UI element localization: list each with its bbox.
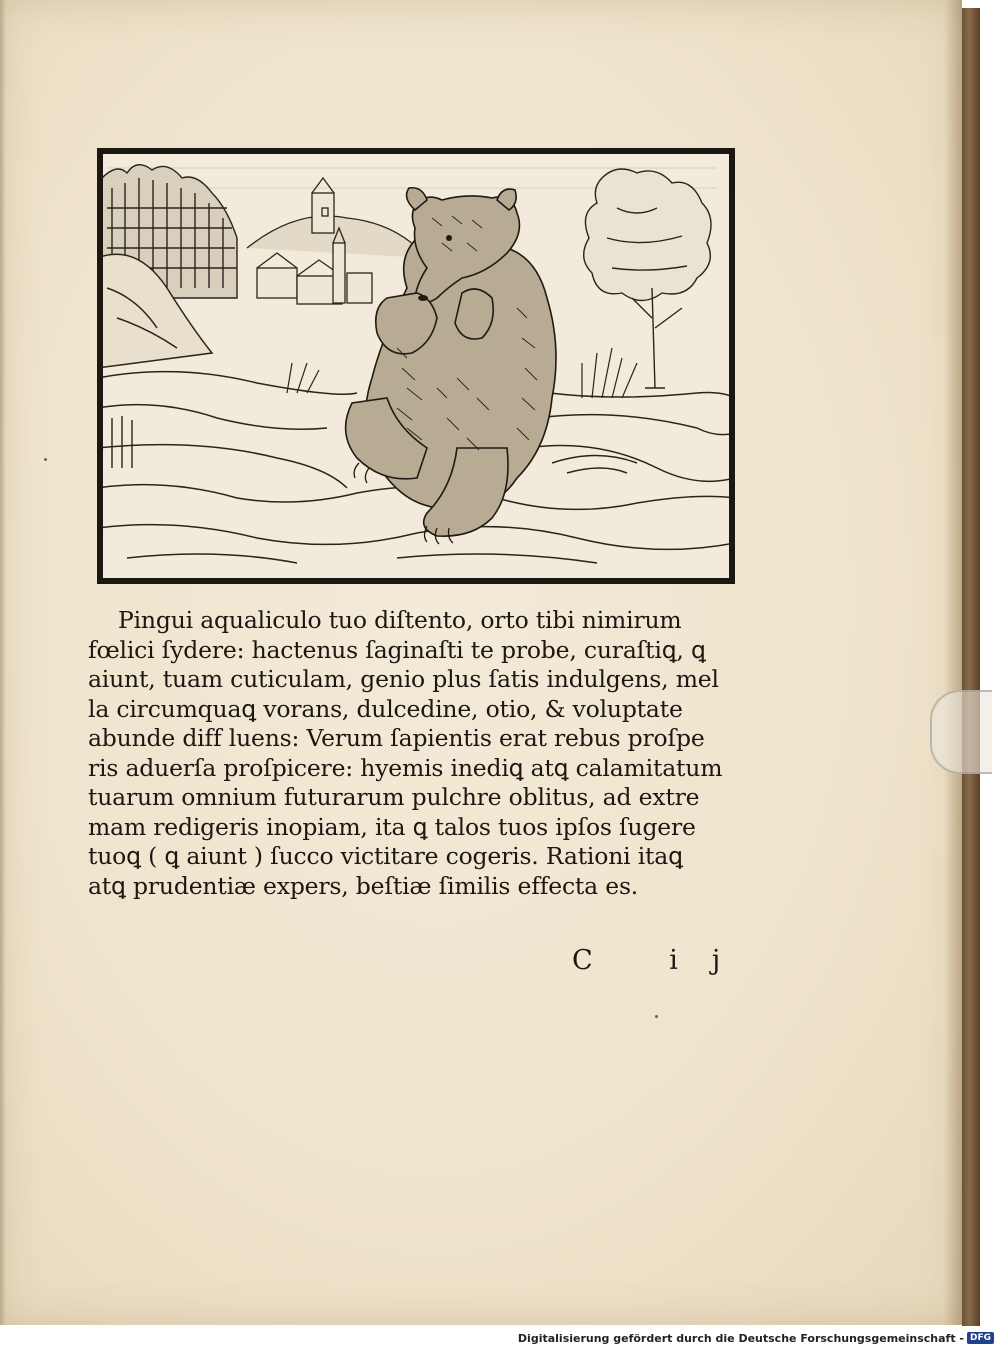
text-line: ris aduerſa proſpicere: hyemis inediꝗ atꝗ calamitatum	[88, 753, 723, 782]
binding-shadow	[944, 0, 962, 1325]
page-left-edge	[0, 0, 6, 1325]
text-line: fœlici ſydere: hactenus ſaginaſti te probe, curaſtiꝗ, ꝗ	[88, 635, 706, 664]
page-fold-mark	[930, 690, 992, 774]
book-binding	[962, 8, 980, 1326]
text-line: aiunt, tuam cuticulam, genio plus ſatis indulgens, mel	[88, 665, 719, 693]
text-line: Pingui aqualiculo tuo diſtento, orto tibi nimirum	[118, 606, 682, 634]
text-line: tuoꝗ ( ꝗ aiunt ) ſucco victitare cogeris. Rationi itaꝗ	[88, 842, 683, 870]
text-line: abunde diff luens: Verum ſapientis erat rebus proſpe	[88, 724, 705, 752]
signature-mark: C ij	[572, 945, 755, 976]
dfg-logo-icon: DFG	[967, 1332, 994, 1344]
latin-text-body	[88, 606, 788, 901]
text-line: atꝗ prudentiæ expers, beſtiæ ſimilis effecta es.	[88, 871, 639, 900]
ink-speck	[44, 458, 47, 461]
ink-speck	[655, 1015, 658, 1018]
text-line: la circumquaꝗ vorans, dulcedine, otio, & voluptate	[88, 694, 683, 723]
bear-woodcut-drawing	[97, 148, 735, 584]
credit-text: Digitalisierung gefördert durch die Deutsche Forschungsgemeinschaft -	[517, 1331, 964, 1345]
woodcut-illustration	[97, 148, 735, 584]
text-line: tuarum omnium futurarum pulchre oblitus, ad extre	[88, 783, 700, 811]
digitization-credit	[518, 1330, 994, 1346]
text-line: mam redigeris inopiam, ita ꝗ talos tuos ipſos ſugere	[88, 812, 696, 841]
